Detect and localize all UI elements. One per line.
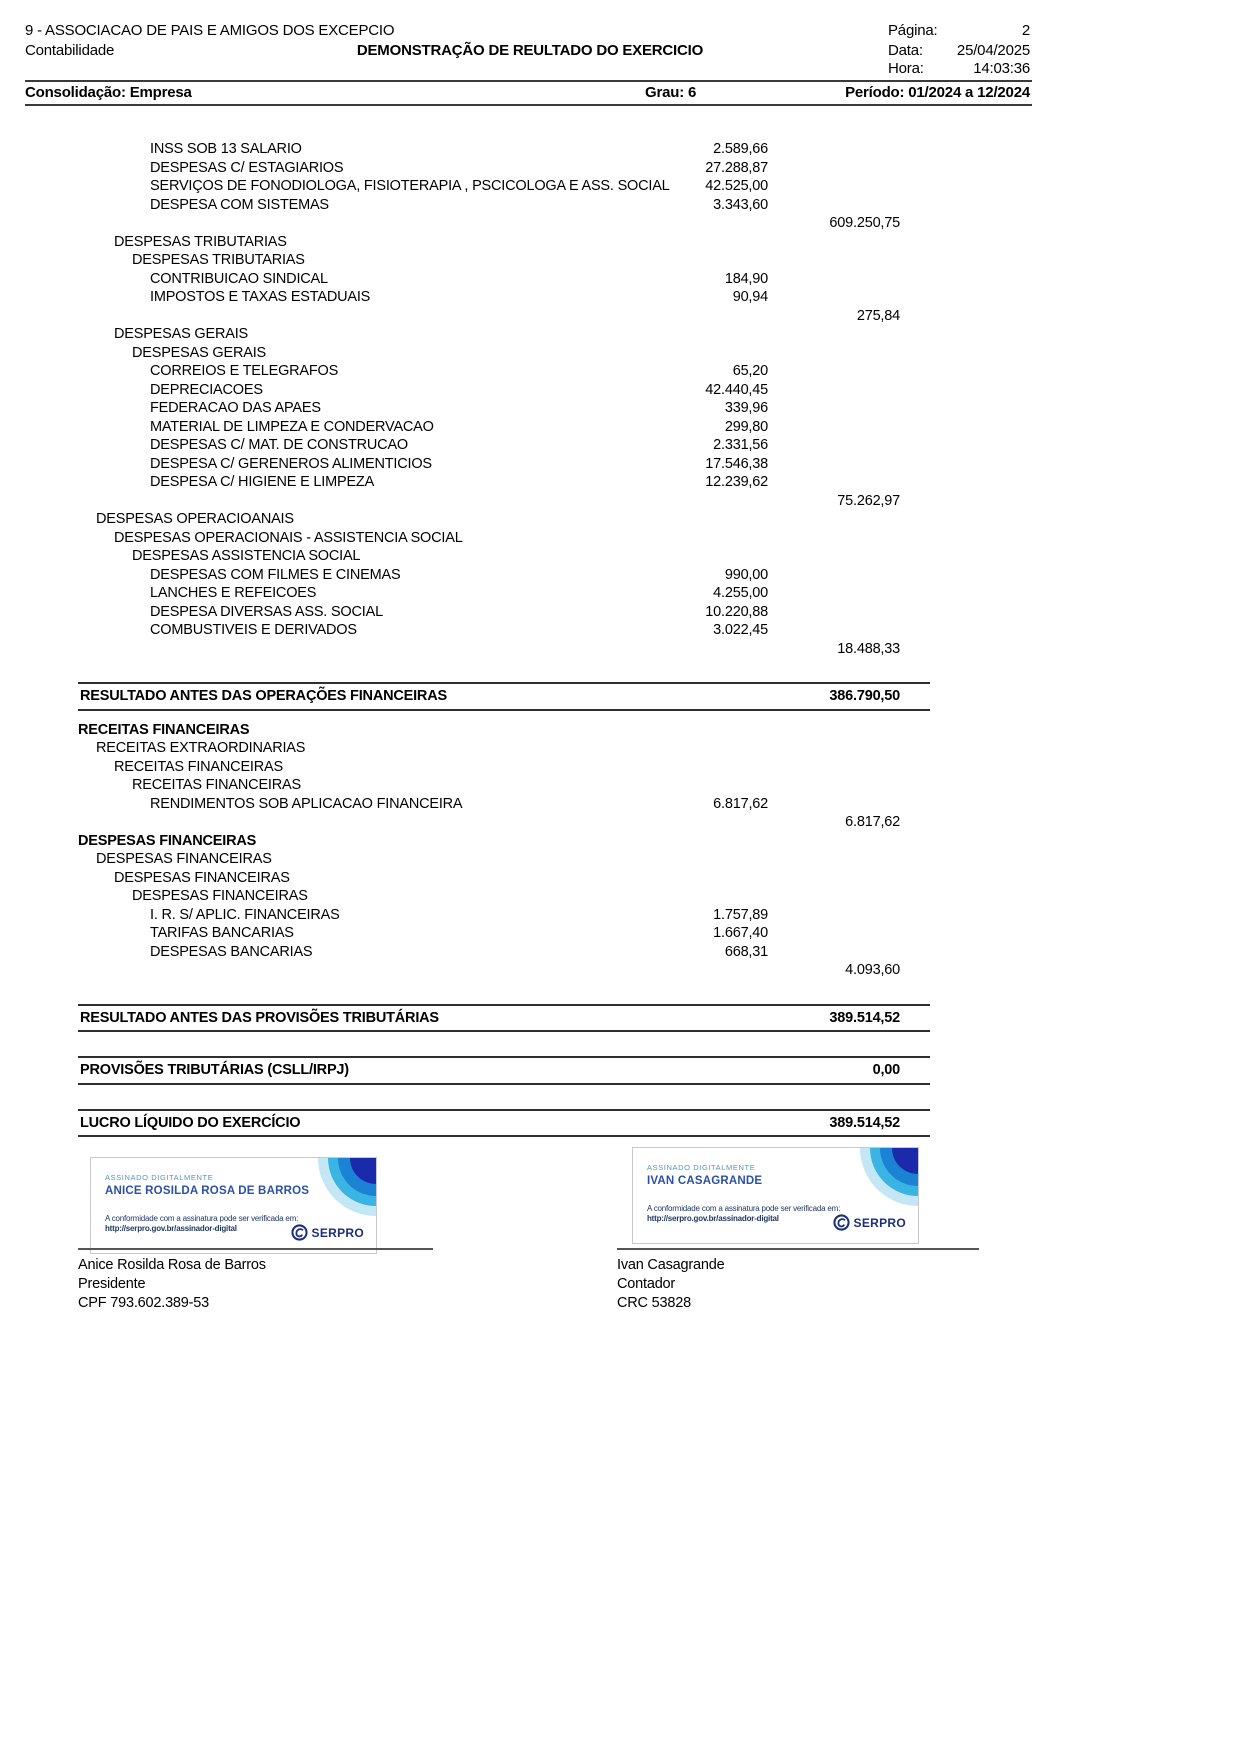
account-label: LANCHES E REFEICOES: [150, 585, 317, 601]
account-row: [0, 455, 1240, 474]
subtotal-row: [0, 307, 1240, 326]
stamp-corner-decoration-icon: [858, 1148, 918, 1208]
account-value: 90,94: [732, 289, 768, 305]
account-label: DESPESAS C/ ESTAGIARIOS: [150, 159, 344, 176]
account-value: 1.757,89: [713, 906, 768, 923]
account-value: 17.546,38: [705, 455, 768, 472]
account-value: 1.667,40: [713, 925, 768, 941]
result-row: [78, 1109, 930, 1138]
account-group-row: [0, 850, 1240, 869]
time-value: 14:03:36: [973, 60, 1030, 77]
account-value: 3.343,60: [713, 196, 768, 213]
verify-url: http://serpro.gov.br/assinador-digital: [647, 1214, 779, 1223]
account-row: [0, 381, 1240, 400]
page-number: 2: [1021, 22, 1030, 39]
group-total: 275,84: [856, 307, 900, 324]
account-label: DESPESA C/ HIGIENE E LIMPEZA: [150, 474, 375, 490]
account-label: RECEITAS FINANCEIRAS: [78, 721, 250, 738]
account-value: 2.589,66: [713, 141, 768, 157]
account-label: DESPESAS GERAIS: [114, 326, 248, 342]
date-label: Data:: [888, 42, 923, 59]
account-group-row: [0, 887, 1240, 906]
account-group-row: [0, 325, 1240, 344]
module-name: Contabilidade: [25, 42, 115, 59]
account-label: TARIFAS BANCARIAS: [150, 925, 294, 941]
account-row: [0, 270, 1240, 289]
account-row: [0, 621, 1240, 640]
account-label: DESPESAS GERAIS: [132, 344, 266, 361]
account-row: [0, 603, 1240, 622]
signatory-name: Anice Rosilda Rosa de Barros: [78, 1257, 266, 1273]
account-label: DESPESAS TRIBUTARIAS: [132, 252, 305, 268]
signatory-left: [78, 1256, 266, 1313]
account-value: 2.331,56: [713, 437, 768, 453]
header-divider-top: [25, 80, 1032, 82]
group-total: 18.488,33: [837, 640, 900, 657]
company-name: 9 - ASSOCIACAO DE PAIS E AMIGOS DOS EXCEPCIO: [25, 22, 395, 39]
account-group-row: [0, 510, 1240, 529]
account-value: 65,20: [732, 363, 768, 379]
time-label: Hora:: [888, 60, 924, 77]
account-label: RECEITAS FINANCEIRAS: [114, 758, 283, 775]
signatory-doc: CPF 793.602.389-53: [78, 1295, 210, 1311]
account-group-row: [0, 776, 1240, 795]
account-label: DESPESAS ASSISTENCIA SOCIAL: [132, 548, 361, 564]
signer-name: IVAN CASAGRANDE: [647, 1175, 763, 1187]
serpro-logo-text: SERPRO: [853, 1215, 906, 1230]
account-value: 990,00: [724, 566, 768, 583]
account-row: [0, 795, 1240, 814]
digital-signature-stamp-right: [632, 1147, 919, 1244]
account-value: 6.817,62: [713, 795, 768, 812]
account-label: CORREIOS E TELEGRAFOS: [150, 363, 339, 379]
result-label: RESULTADO ANTES DAS PROVISÕES TRIBUTÁRIAS: [80, 1009, 439, 1026]
account-value: 4.255,00: [713, 585, 768, 601]
serpro-logo: [291, 1224, 364, 1241]
account-label: IMPOSTOS E TAXAS ESTADUAIS: [150, 289, 371, 305]
account-row: [0, 473, 1240, 492]
account-group-row: [0, 344, 1240, 363]
account-label: DESPESAS TRIBUTARIAS: [114, 233, 287, 250]
account-group-row: [0, 251, 1240, 270]
account-label: DESPESAS OPERACIONAIS - ASSISTENCIA SOCIAL: [114, 529, 463, 546]
signatory-role: Contador: [617, 1276, 676, 1292]
account-label: DESPESAS FINANCEIRAS: [96, 851, 272, 867]
account-group-row: [0, 529, 1240, 548]
account-label: DESPESAS FINANCEIRAS: [78, 832, 257, 849]
account-value: 42.440,45: [705, 381, 768, 398]
group-total: 75.262,97: [837, 492, 900, 509]
account-row: [0, 924, 1240, 943]
subtotal-row: [0, 813, 1240, 832]
account-label: DEPRECIACOES: [150, 381, 263, 398]
account-label: FEDERACAO DAS APAES: [150, 400, 321, 416]
account-row: [0, 566, 1240, 585]
account-group-row: [0, 739, 1240, 758]
account-label: RECEITAS EXTRAORDINARIAS: [96, 740, 306, 756]
result-value: 389.514,52: [829, 1114, 900, 1131]
period-label: Período: 01/2024 a 12/2024: [845, 84, 1030, 101]
account-group-row: [0, 233, 1240, 252]
account-row: [0, 399, 1240, 418]
account-label: DESPESAS OPERACIOANAIS: [96, 511, 294, 527]
signatory-doc: CRC 53828: [617, 1295, 691, 1311]
account-label: DESPESAS FINANCEIRAS: [114, 869, 290, 886]
account-label: DESPESAS FINANCEIRAS: [132, 888, 308, 904]
account-label: DESPESAS COM FILMES E CINEMAS: [150, 566, 401, 583]
account-row: [0, 159, 1240, 178]
account-label: DESPESAS BANCARIAS: [150, 943, 313, 960]
verify-instruction: A conformidade com a assinatura pode ser verificada em:: [105, 1214, 299, 1223]
serpro-swirl-icon: [833, 1214, 850, 1231]
serpro-logo-text: SERPRO: [311, 1225, 364, 1240]
account-group-row: [0, 869, 1240, 888]
subtotal-row: [0, 961, 1240, 980]
account-row: [0, 140, 1240, 159]
account-row: [0, 418, 1240, 437]
signature-line-left: [78, 1248, 433, 1250]
account-value: 12.239,62: [705, 474, 768, 490]
verification-text: [105, 1214, 298, 1234]
result-value: 389.514,52: [829, 1009, 900, 1026]
account-label: MATERIAL DE LIMPEZA E CONDERVACAO: [150, 418, 434, 435]
result-row: [78, 1004, 930, 1033]
subtotal-row: [0, 492, 1240, 511]
account-label: SERVIÇOS DE FONODIOLOGA, FISIOTERAPIA , PSCICOLOGA E ASS. SOCIAL: [150, 178, 670, 194]
account-value: 299,80: [724, 418, 768, 435]
account-row: [0, 288, 1240, 307]
account-row: [0, 436, 1240, 455]
result-value: 0,00: [872, 1062, 900, 1078]
account-label: DESPESA C/ GERENEROS ALIMENTICIOS: [150, 455, 432, 472]
subtotal-row: [0, 640, 1240, 659]
account-row: [0, 362, 1240, 381]
account-value: 3.022,45: [713, 622, 768, 638]
signatory-name: Ivan Casagrande: [617, 1257, 725, 1273]
account-group-row: [0, 832, 1240, 851]
serpro-logo: [833, 1214, 906, 1231]
result-label: LUCRO LÍQUIDO DO EXERCÍCIO: [80, 1114, 301, 1131]
account-label: RECEITAS FINANCEIRAS: [132, 777, 301, 793]
header-divider-bottom: [25, 104, 1032, 106]
income-statement-body: [0, 140, 1240, 1147]
signature-line-right: [617, 1248, 979, 1250]
account-group-row: [0, 547, 1240, 566]
account-value: 668,31: [724, 943, 768, 960]
signatory-role: Presidente: [78, 1276, 146, 1292]
result-value: 386.790,50: [829, 688, 900, 704]
account-label: I. R. S/ APLIC. FINANCEIRAS: [150, 906, 340, 923]
account-label: RENDIMENTOS SOB APLICACAO FINANCEIRA: [150, 795, 463, 812]
account-value: 10.220,88: [705, 603, 768, 620]
account-label: DESPESA COM SISTEMAS: [150, 196, 329, 213]
account-value: 339,96: [724, 400, 768, 416]
result-label: RESULTADO ANTES DAS OPERAÇÕES FINANCEIRAS: [80, 688, 447, 704]
account-row: [0, 177, 1240, 196]
group-total: 4.093,60: [845, 962, 900, 978]
report-title: DEMONSTRAÇÃO DE REULTADO DO EXERCICIO: [356, 42, 704, 59]
stamp-corner-decoration-icon: [316, 1158, 376, 1218]
subtotal-row: [0, 214, 1240, 233]
account-group-row: [0, 758, 1240, 777]
account-row: [0, 584, 1240, 603]
account-label: COMBUSTIVEIS E DERIVADOS: [150, 622, 357, 638]
account-value: 184,90: [724, 270, 768, 287]
account-value: 27.288,87: [705, 159, 768, 176]
result-row: [78, 1056, 930, 1085]
result-row: [78, 682, 930, 711]
serpro-swirl-icon: [291, 1224, 308, 1241]
result-label: PROVISÕES TRIBUTÁRIAS (CSLL/IRPJ): [80, 1062, 349, 1078]
signed-digitally-label: ASSINADO DIGITALMENTE: [647, 1163, 756, 1172]
signed-digitally-label: ASSINADO DIGITALMENTE: [105, 1173, 214, 1182]
account-value: 42.525,00: [705, 178, 768, 194]
account-row: [0, 906, 1240, 925]
page-label: Página:: [888, 22, 938, 39]
account-group-row: [0, 721, 1240, 740]
account-label: DESPESA DIVERSAS ASS. SOCIAL: [150, 603, 383, 620]
signer-name: ANICE ROSILDA ROSA DE BARROS: [105, 1185, 310, 1197]
verify-url: http://serpro.gov.br/assinador-digital: [105, 1224, 237, 1233]
signatory-right: [617, 1256, 724, 1313]
verification-text: [647, 1204, 840, 1224]
grau-label: Grau: 6: [645, 84, 697, 101]
group-total: 609.250,75: [829, 215, 900, 231]
consolidation-label: Consolidação: Empresa: [25, 84, 192, 101]
account-row: [0, 943, 1240, 962]
account-label: CONTRIBUICAO SINDICAL: [150, 270, 328, 287]
digital-signature-stamp-left: [90, 1157, 377, 1254]
verify-instruction: A conformidade com a assinatura pode ser verificada em:: [647, 1204, 841, 1213]
account-label: DESPESAS C/ MAT. DE CONSTRUCAO: [150, 437, 408, 453]
date-value: 25/04/2025: [956, 42, 1030, 59]
group-total: 6.817,62: [845, 814, 900, 830]
account-label: INSS SOB 13 SALARIO: [150, 141, 302, 157]
account-row: [0, 196, 1240, 215]
